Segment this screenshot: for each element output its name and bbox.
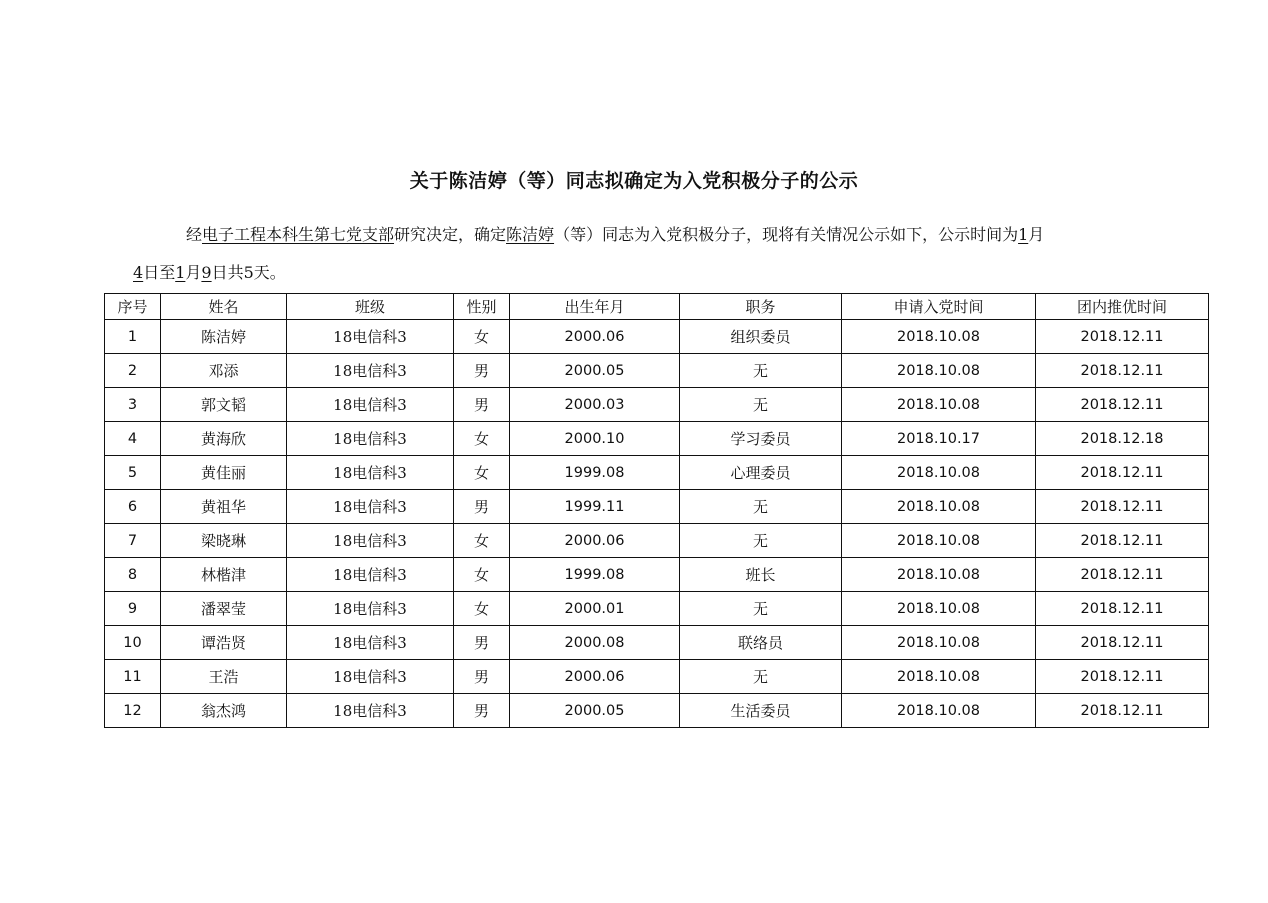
cell-gender: 男 — [454, 388, 510, 422]
intro-middle: （等）同志为入党积极分子，现将有关情况公示如下，公示时间为 — [554, 225, 1019, 244]
cell-class: 18电信科3 — [287, 592, 454, 626]
month-char-2: 月 — [185, 263, 202, 282]
cell-apply-date: 2018.10.17 — [842, 422, 1036, 456]
table-row — [105, 558, 1209, 592]
cell-position: 心理委员 — [680, 456, 842, 490]
cell-class: 18电信科3 — [287, 694, 454, 728]
cell-name: 谭浩贤 — [161, 626, 287, 660]
cell-recommend-date: 2018.12.11 — [1036, 490, 1209, 524]
cell-apply-date: 2018.10.08 — [842, 524, 1036, 558]
to-text: 日至 — [143, 263, 176, 282]
cell-birth: 2000.10 — [510, 422, 680, 456]
cell-birth: 1999.08 — [510, 558, 680, 592]
table-row — [105, 626, 1209, 660]
header-apply-date: 申请入党时间 — [842, 294, 1036, 320]
month-char: 月 — [1028, 225, 1045, 244]
cell-apply-date: 2018.10.08 — [842, 694, 1036, 728]
header-name: 姓名 — [161, 294, 287, 320]
table-row — [105, 694, 1209, 728]
cell-index: 1 — [105, 320, 161, 354]
total-text: 日共5天。 — [211, 263, 286, 282]
cell-index: 9 — [105, 592, 161, 626]
table-row — [105, 524, 1209, 558]
cell-gender: 女 — [454, 422, 510, 456]
cell-name: 黄佳丽 — [161, 456, 287, 490]
cell-index: 5 — [105, 456, 161, 490]
cell-class: 18电信科3 — [287, 626, 454, 660]
cell-index: 11 — [105, 660, 161, 694]
cell-index: 12 — [105, 694, 161, 728]
cell-apply-date: 2018.10.08 — [842, 592, 1036, 626]
cell-recommend-date: 2018.12.11 — [1036, 694, 1209, 728]
cell-class: 18电信科3 — [287, 422, 454, 456]
header-position: 职务 — [680, 294, 842, 320]
table-body — [105, 320, 1209, 728]
cell-name: 翁杰鸿 — [161, 694, 287, 728]
cell-class: 18电信科3 — [287, 524, 454, 558]
table-row — [105, 456, 1209, 490]
header-class: 班级 — [287, 294, 454, 320]
cell-name: 梁晓琳 — [161, 524, 287, 558]
cell-recommend-date: 2018.12.11 — [1036, 388, 1209, 422]
cell-gender: 男 — [454, 694, 510, 728]
cell-birth: 1999.08 — [510, 456, 680, 490]
cell-gender: 女 — [454, 558, 510, 592]
intro-prefix: 经 — [186, 225, 203, 244]
start-month: 1 — [1018, 225, 1029, 244]
cell-birth: 2000.05 — [510, 354, 680, 388]
cell-position: 无 — [680, 524, 842, 558]
cell-recommend-date: 2018.12.11 — [1036, 524, 1209, 558]
cell-index: 4 — [105, 422, 161, 456]
cell-apply-date: 2018.10.08 — [842, 626, 1036, 660]
person-name: 陈洁婷 — [506, 225, 555, 244]
cell-gender: 男 — [454, 660, 510, 694]
intro-line-1 — [133, 216, 1173, 254]
cell-name: 陈洁婷 — [161, 320, 287, 354]
page-title: 关于陈洁婷（等）同志拟确定为入党积极分子的公示 — [409, 170, 859, 192]
roster-table — [104, 293, 1209, 728]
cell-index: 6 — [105, 490, 161, 524]
cell-class: 18电信科3 — [287, 456, 454, 490]
cell-birth: 1999.11 — [510, 490, 680, 524]
cell-birth: 2000.06 — [510, 524, 680, 558]
cell-index: 2 — [105, 354, 161, 388]
cell-birth: 2000.03 — [510, 388, 680, 422]
cell-position: 联络员 — [680, 626, 842, 660]
intro-line-2 — [133, 254, 1173, 292]
cell-recommend-date: 2018.12.11 — [1036, 558, 1209, 592]
cell-apply-date: 2018.10.08 — [842, 660, 1036, 694]
cell-recommend-date: 2018.12.11 — [1036, 354, 1209, 388]
cell-birth: 2000.06 — [510, 320, 680, 354]
cell-apply-date: 2018.10.08 — [842, 558, 1036, 592]
cell-recommend-date: 2018.12.11 — [1036, 660, 1209, 694]
cell-gender: 男 — [454, 490, 510, 524]
cell-position: 学习委员 — [680, 422, 842, 456]
cell-apply-date: 2018.10.08 — [842, 320, 1036, 354]
cell-recommend-date: 2018.12.11 — [1036, 456, 1209, 490]
cell-birth: 2000.06 — [510, 660, 680, 694]
cell-recommend-date: 2018.12.11 — [1036, 320, 1209, 354]
cell-position: 无 — [680, 660, 842, 694]
cell-birth: 2000.08 — [510, 626, 680, 660]
cell-position: 生活委员 — [680, 694, 842, 728]
cell-index: 7 — [105, 524, 161, 558]
cell-position: 组织委员 — [680, 320, 842, 354]
cell-name: 黄祖华 — [161, 490, 287, 524]
table-row — [105, 388, 1209, 422]
cell-index: 10 — [105, 626, 161, 660]
cell-apply-date: 2018.10.08 — [842, 490, 1036, 524]
cell-birth: 2000.05 — [510, 694, 680, 728]
table-row — [105, 320, 1209, 354]
cell-name: 王浩 — [161, 660, 287, 694]
cell-name: 潘翠莹 — [161, 592, 287, 626]
cell-class: 18电信科3 — [287, 558, 454, 592]
cell-position: 班长 — [680, 558, 842, 592]
cell-gender: 男 — [454, 626, 510, 660]
cell-class: 18电信科3 — [287, 660, 454, 694]
header-index: 序号 — [105, 294, 161, 320]
cell-gender: 男 — [454, 354, 510, 388]
header-recommend-date: 团内推优时间 — [1036, 294, 1209, 320]
cell-recommend-date: 2018.12.11 — [1036, 626, 1209, 660]
cell-gender: 女 — [454, 592, 510, 626]
cell-index: 3 — [105, 388, 161, 422]
cell-recommend-date: 2018.12.18 — [1036, 422, 1209, 456]
table-row — [105, 422, 1209, 456]
cell-name: 郭文韬 — [161, 388, 287, 422]
cell-class: 18电信科3 — [287, 354, 454, 388]
end-day: 9 — [201, 263, 212, 282]
cell-birth: 2000.01 — [510, 592, 680, 626]
cell-position: 无 — [680, 592, 842, 626]
header-birth: 出生年月 — [510, 294, 680, 320]
cell-position: 无 — [680, 354, 842, 388]
cell-recommend-date: 2018.12.11 — [1036, 592, 1209, 626]
table-row — [105, 592, 1209, 626]
table-header-row — [105, 294, 1209, 320]
cell-apply-date: 2018.10.08 — [842, 388, 1036, 422]
branch-name: 电子工程本科生第七党支部 — [202, 225, 395, 244]
table-row — [105, 660, 1209, 694]
table-row — [105, 354, 1209, 388]
cell-gender: 女 — [454, 524, 510, 558]
start-day: 4 — [133, 263, 144, 282]
cell-position: 无 — [680, 388, 842, 422]
cell-name: 林楷津 — [161, 558, 287, 592]
cell-gender: 女 — [454, 320, 510, 354]
cell-class: 18电信科3 — [287, 388, 454, 422]
end-month: 1 — [175, 263, 186, 282]
intro-decision: 研究决定，确定 — [394, 225, 507, 244]
cell-class: 18电信科3 — [287, 320, 454, 354]
header-gender: 性别 — [454, 294, 510, 320]
cell-apply-date: 2018.10.08 — [842, 456, 1036, 490]
cell-name: 邓添 — [161, 354, 287, 388]
cell-index: 8 — [105, 558, 161, 592]
table-row — [105, 490, 1209, 524]
cell-gender: 女 — [454, 456, 510, 490]
cell-class: 18电信科3 — [287, 490, 454, 524]
cell-apply-date: 2018.10.08 — [842, 354, 1036, 388]
cell-name: 黄海欣 — [161, 422, 287, 456]
intro-paragraph — [133, 216, 1173, 292]
cell-position: 无 — [680, 490, 842, 524]
